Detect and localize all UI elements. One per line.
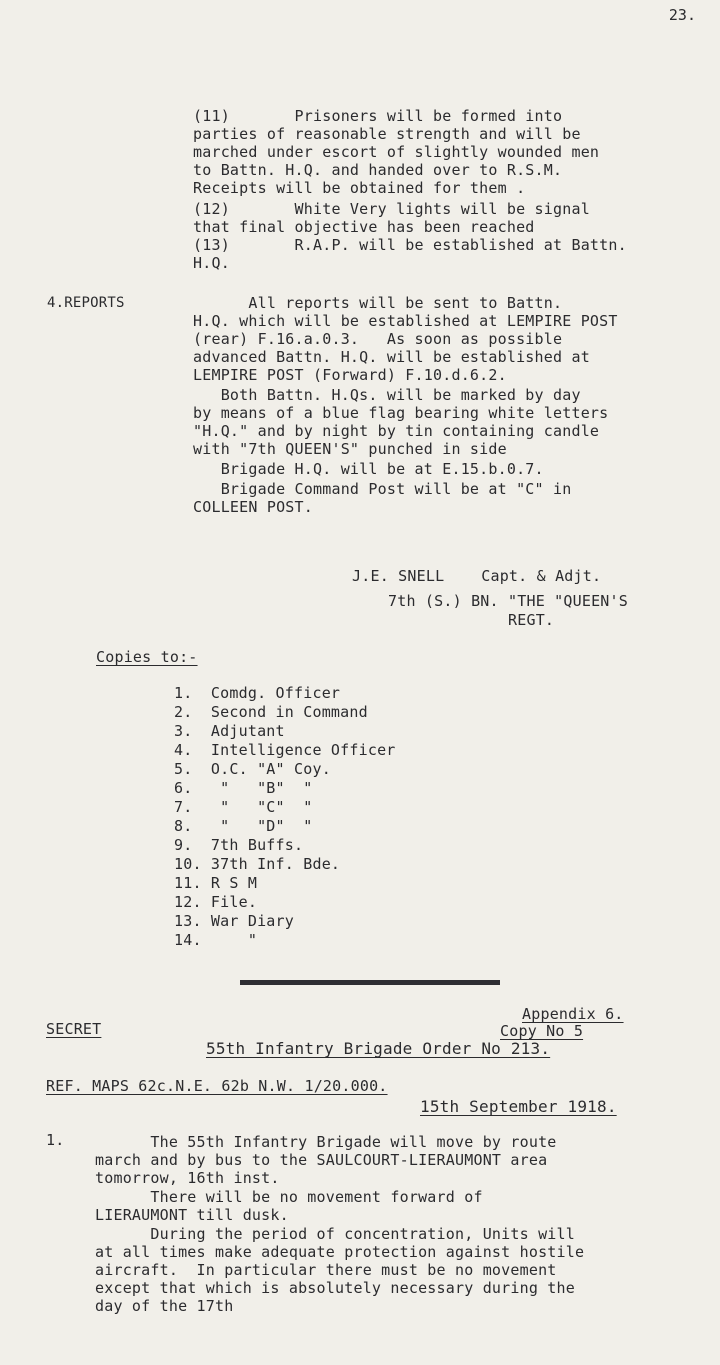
text-line: Receipts will be obtained for them . [193, 179, 526, 197]
list-item: 5. O.C. "A" Coy. [174, 760, 331, 778]
section-heading-reports: 4.REPORTS [47, 295, 125, 311]
list-item: 14. " [174, 931, 258, 949]
list-item: 2. Second in Command [174, 703, 368, 721]
signature-line: 7th (S.) BN. "THE "QUEEN'S [388, 592, 628, 610]
text-line: except that which is absolutely necessary during the [95, 1279, 575, 1297]
text-line: tomorrow, 16th inst. [95, 1169, 280, 1187]
signature-line: REGT. [508, 611, 555, 629]
appendix-label: Appendix 6. [522, 1005, 624, 1023]
page-number: 23. [668, 6, 696, 24]
text-line: (rear) F.16.a.0.3. As soon as possible [193, 330, 563, 348]
order-title: 55th Infantry Brigade Order No 213. [206, 1039, 551, 1058]
text-line: advanced Battn. H.Q. will be established at [193, 348, 590, 366]
list-item: 3. Adjutant [174, 722, 285, 740]
text-line: COLLEEN POST. [193, 498, 313, 516]
text-line: All reports will be sent to Battn. [193, 294, 563, 312]
text-line: marched under escort of slightly wounded men [193, 143, 600, 161]
text-line: LIERAUMONT till dusk. [95, 1206, 289, 1224]
text-line: Both Battn. H.Qs. will be marked by day [193, 386, 581, 404]
copy-number: Copy No 5 [500, 1022, 584, 1040]
text-line: (13) R.A.P. will be established at Battn. [193, 236, 627, 254]
list-item: 7. " "C" " [174, 798, 313, 816]
text-line: parties of reasonable strength and will be [193, 125, 581, 143]
secret-label: SECRET [46, 1020, 102, 1038]
text-line: "H.Q." and by night by tin containing candle [193, 422, 600, 440]
list-item: 11. R S M [174, 874, 258, 892]
text-line: Brigade Command Post will be at "C" in [193, 480, 572, 498]
text-line: with "7th QUEEN'S" punched in side [193, 440, 507, 458]
text-line: by means of a blue flag bearing white letters [193, 404, 609, 422]
text-line: There will be no movement forward of [95, 1188, 483, 1206]
text-line: (12) White Very lights will be signal [193, 200, 590, 218]
text-line: at all times make adequate protection against hostile [95, 1243, 585, 1261]
text-line: march and by bus to the SAULCOURT-LIERAUMONT area [95, 1151, 548, 1169]
text-line: aircraft. In particular there must be no movement [95, 1261, 557, 1279]
list-item: 4. Intelligence Officer [174, 741, 396, 759]
list-item: 1. Comdg. Officer [174, 684, 341, 702]
text-line: H.Q. [193, 254, 230, 272]
text-line: (11) Prisoners will be formed into [193, 107, 563, 125]
text-line: Brigade H.Q. will be at E.15.b.0.7. [193, 460, 544, 478]
text-line: During the period of concentration, Units will [95, 1225, 575, 1243]
order-date: 15th September 1918. [420, 1097, 617, 1116]
text-line: LEMPIRE POST (Forward) F.10.d.6.2. [193, 366, 507, 384]
text-line: that final objective has been reached [193, 218, 535, 236]
list-item: 12. File. [174, 893, 258, 911]
copies-heading: Copies to:- [96, 648, 198, 666]
list-item: 9. 7th Buffs. [174, 836, 304, 854]
text-line: day of the 17th [95, 1297, 234, 1315]
list-item: 6. " "B" " [174, 779, 313, 797]
text-line: The 55th Infantry Brigade will move by route [95, 1133, 557, 1151]
list-item: 10. 37th Inf. Bde. [174, 855, 341, 873]
list-item: 8. " "D" " [174, 817, 313, 835]
paragraph-number: 1. [46, 1131, 65, 1149]
map-reference: REF. MAPS 62c.N.E. 62b N.W. 1/20.000. [46, 1077, 388, 1095]
separator-line [240, 980, 500, 985]
text-line: to Battn. H.Q. and handed over to R.S.M. [193, 161, 563, 179]
signature-line: J.E. SNELL Capt. & Adjt. [352, 567, 602, 585]
text-line: H.Q. which will be established at LEMPIRE POST [193, 312, 618, 330]
list-item: 13. War Diary [174, 912, 294, 930]
